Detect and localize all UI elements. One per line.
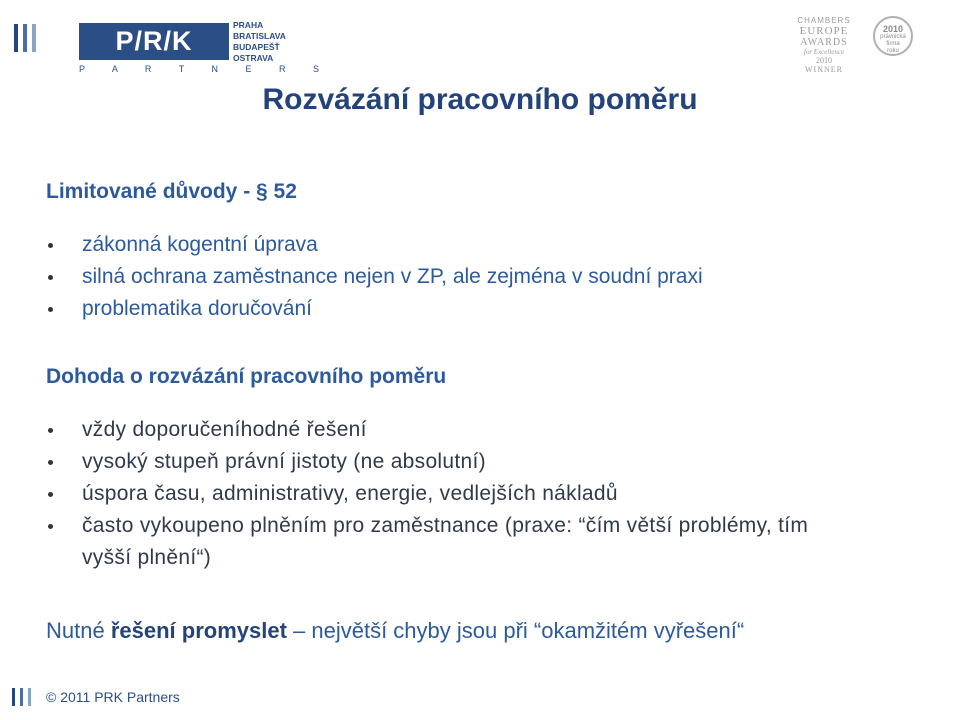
section2-heading: Dohoda o rozvázání pracovního poměru [46,365,447,388]
logo-text: P/R/K [79,23,229,60]
list-item-text: zákonná kogentní úprava [82,233,318,256]
list-item-text: silná ochrana zaměstnance nejen v ZP, ale zejména v soudní praxi [82,265,703,288]
city-praha: PRAHA [233,20,264,30]
list-item [46,261,926,293]
conclusion-emphasis: řešení promyslet [110,618,287,643]
list-item [46,293,926,325]
office-cities [233,20,293,64]
list-item-text: vysoký stupeň právní jistoty (ne absolutní) [82,450,486,473]
list-item-text: často vykoupeno plněním pro zaměstnance (praxe: “čím větší problémy, tím vyšší plnění“) [82,514,809,569]
bullet-icon [48,460,53,465]
award-line1: CHAMBERS [797,16,851,25]
law-firm-of-year-seal-icon [873,16,913,56]
seal-line2: firma [886,41,900,47]
section2-bullet-list [46,414,926,574]
list-item [46,510,862,574]
city-budapest: BUDAPEŠŤ [233,42,280,52]
bullet-icon [48,428,53,433]
list-item [46,414,926,446]
award-line4: for Excellence [803,48,845,56]
bullet-icon [48,243,53,248]
prk-logo [14,16,332,74]
section1-heading [46,178,297,206]
section1-heading-number: 52 [267,180,297,203]
footer-copyright: © 2011 PRK Partners [46,689,180,705]
logo-subtext: P A R T N E R S [79,64,332,74]
chambers-award-badge [778,16,870,74]
seal-line3: roku [887,48,899,54]
conclusion-part3: – největší chyby jsou při “okamžitém vyřešení“ [286,618,745,643]
city-ostrava: OSTRAVA [233,53,274,63]
bullet-icon [48,275,53,280]
section1-bullet-list [46,229,926,325]
bullet-icon [48,524,53,529]
section1-heading-prefix: Limitované důvody - [46,180,257,203]
list-item [46,478,926,510]
award-line3: AWARDS [800,37,848,48]
list-item-text: problematika doručování [82,297,312,320]
list-item [46,446,926,478]
award-line6: WINNER [805,65,843,74]
logo-bars-icon [14,24,46,52]
conclusion-part1: Nutné [46,618,111,643]
footer [12,686,312,708]
seal-line1: právnická [880,34,906,40]
bullet-icon [48,307,53,312]
seal-year: 2010 [882,24,904,34]
award-line5: 2010 [816,56,832,65]
city-bratislava: BRATISLAVA [233,31,286,41]
list-item-text: vždy doporučeníhodné řešení [82,418,367,441]
award-line2: EUROPE [799,25,849,37]
list-item [46,229,926,261]
slide-title: Rozvázání pracovního poměru [262,83,698,116]
conclusion-line [46,616,744,646]
list-item-text: úspora času, administrativy, energie, vedlejších nákladů [82,482,618,505]
footer-bars-icon [12,688,40,706]
section-symbol: § [256,180,268,203]
bullet-icon [48,492,53,497]
